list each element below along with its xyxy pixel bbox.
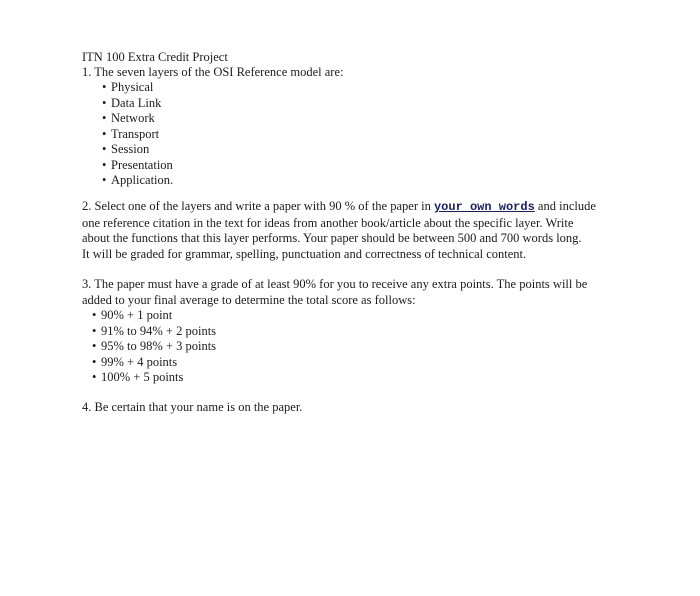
bullet-icon: • [92,323,97,338]
question-2-line-1: 2. Select one of the layers and write a paper with 90 % of the paper in your own words and include [82,199,596,214]
question-4 [82,400,622,416]
question-1-text: 1. The seven layers of the OSI Reference model are: [82,65,344,79]
bullet-icon: • [92,308,97,322]
list-item: • Session [102,142,150,156]
list-item: • Transport [102,126,160,141]
document-title [82,50,622,66]
bullet-icon: • [102,157,107,172]
points-list [92,308,632,386]
question-4-text: 4. Be certain that your name is on the paper. [82,400,303,414]
list-item: • Physical [102,80,154,94]
question-3 [82,277,622,308]
list-item: • 91% to 94% + 2 points [92,323,217,338]
question-2-line-3: about the functions that this layer performs. Your paper should be between 500 and 700 words long. [82,231,582,245]
list-item: • Presentation [102,157,173,172]
bullet-icon: • [102,173,107,187]
bullet-icon: • [102,142,107,156]
question-1 [82,65,622,81]
list-item: • Network [102,111,155,125]
question-3-line-1: 3. The paper must have a grade of at least 90% for you to receive any extra points. The points will be [82,277,588,291]
bullet-icon: • [92,354,97,369]
title-text: ITN 100 Extra Credit Project [82,50,228,64]
osi-layer-list [102,80,642,189]
bullet-icon: • [102,80,107,94]
bullet-icon: • [102,126,107,141]
bullet-icon: • [102,95,107,110]
list-item: • 90% + 1 point [92,308,173,322]
emphasis-own-words: your own words [433,200,535,214]
bullet-icon: • [92,339,97,353]
question-2 [82,199,622,262]
list-item: • Application. [102,173,174,187]
list-item: • 95% to 98% + 3 points [92,339,217,353]
question-2-line-2: one reference citation in the text for ideas from another book/article about the specific layer. Write [82,215,574,230]
bullet-icon: • [92,370,97,384]
list-item: • 100% + 5 points [92,370,184,384]
question-2-line-4: It will be graded for grammar, spelling, punctuation and correctness of technical content. [82,246,527,261]
list-item: • 99% + 4 points [92,354,178,369]
bullet-icon: • [102,111,107,125]
list-item: • Data Link [102,95,162,110]
question-3-line-2: added to your final average to determine the total score as follows: [82,292,416,307]
